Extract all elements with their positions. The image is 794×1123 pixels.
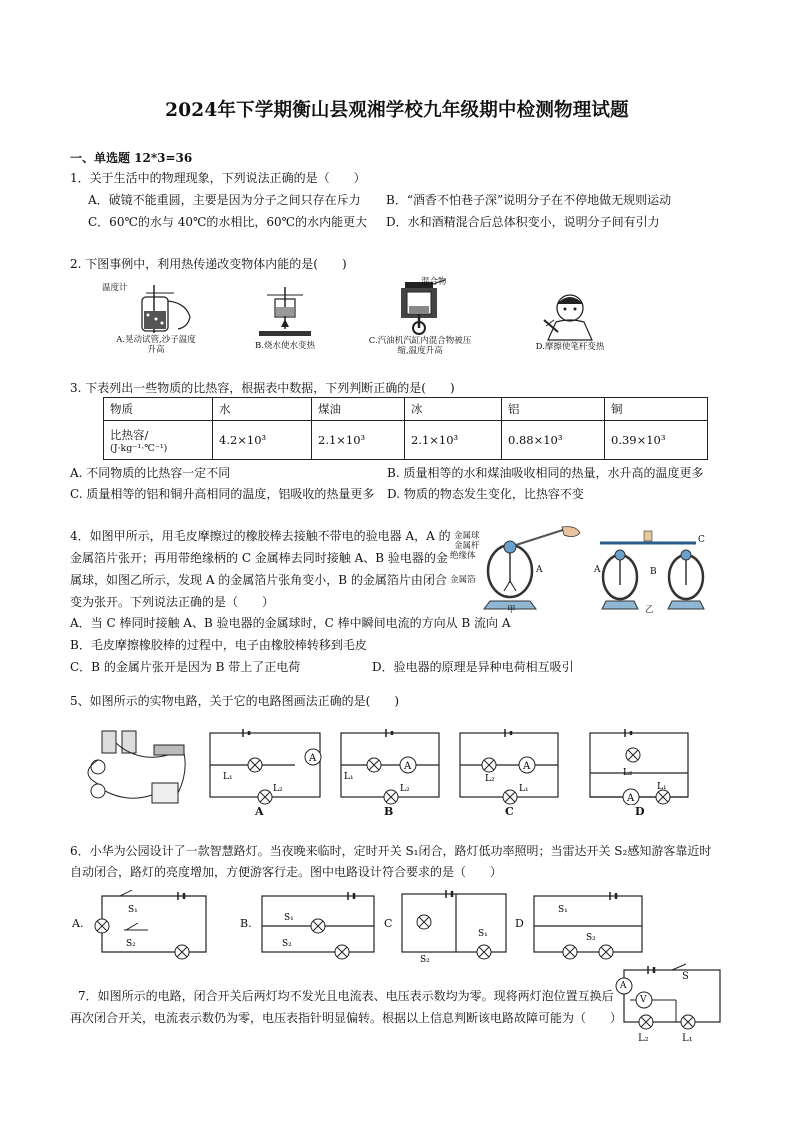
svg-text:L₁: L₁ — [344, 772, 354, 782]
label-c: C — [698, 535, 705, 545]
table-header: 煤油 — [312, 398, 405, 421]
label-a: A — [536, 565, 543, 575]
q2-mixture-label: 混合物 — [421, 277, 447, 287]
svg-text:A: A — [627, 793, 635, 804]
svg-text:L₂: L₂ — [485, 774, 495, 784]
specific-heat-table — [103, 397, 708, 460]
caption-yi: 乙 — [645, 605, 654, 615]
q7-label-l1: L₁ — [682, 1033, 693, 1044]
q3-option-d: D. 物质的物态发生变化，比热容不变 — [387, 487, 584, 501]
option-label-b: B — [384, 805, 394, 818]
svg-text:S₂: S₂ — [586, 933, 596, 943]
table-cell: 0.88×10³ — [502, 421, 605, 460]
table-header: 铝 — [502, 398, 605, 421]
circuit-diagram-d — [585, 725, 695, 805]
q7-label-s: S — [682, 971, 689, 982]
section-heading: 一、单选题 12*3=36 — [70, 151, 193, 165]
svg-text:L₂: L₂ — [623, 768, 633, 778]
svg-text:A: A — [523, 761, 531, 772]
q7-circuit — [614, 962, 724, 1048]
table-header: 铜 — [605, 398, 708, 421]
q2-figure-b — [245, 283, 325, 358]
q4-line-3: 属球，如图乙所示，发现 A 的金属箔片张角变小，B 的金属箔片由闭合 — [70, 573, 447, 587]
circuit-diagram-6d — [530, 890, 648, 960]
label-insulator: 绝缘体 — [450, 551, 476, 561]
svg-text:L₁: L₁ — [223, 772, 233, 782]
q3-option-b: B. 质量相等的水和煤油吸收相同的热量，水升高的温度更多 — [387, 466, 704, 480]
q6-option-c-circuit — [398, 886, 513, 964]
q3-option-a: A. 不同物质的比热容一定不同 — [70, 466, 231, 480]
q7-label-ammeter: A — [620, 981, 627, 991]
table-header: 物质 — [104, 398, 213, 421]
q1-option-a: A．破镜不能重圆，主要是因为分子之间只存在斥力 — [88, 193, 361, 207]
svg-text:S₁: S₁ — [284, 913, 294, 923]
table-row-label — [104, 421, 213, 460]
svg-text:S₁: S₁ — [558, 905, 568, 915]
q1-stem: 1．关于生活中的物理现象，下列说法正确的是（ ） — [70, 171, 366, 185]
q6-line-2: 自动闭合，路灯的亮度增加，方便游客行走。图中电路设计符合要求的是（ ） — [70, 865, 503, 879]
q1-option-d: D．水和酒精混合后总体积变小，说明分子间有引力 — [386, 215, 660, 229]
exam-title: 2024年下学期衡山县观湘学校九年级期中检测物理试题 — [165, 100, 629, 121]
option-label-c: C — [505, 805, 514, 818]
label-metal-foil: 金属箔 — [450, 575, 476, 585]
svg-text:L₂: L₂ — [400, 784, 410, 794]
q3-stem: 3. 下表列出一些物质的比热容，根据表中数据，下列判断正确的是( ) — [70, 381, 455, 395]
table-header: 水 — [213, 398, 312, 421]
label-metal-rod: 金属杆 — [454, 541, 480, 551]
table-cell: 4.2×10³ — [213, 421, 312, 460]
q1-option-c: C．60℃的水与 40℃的水相比，60℃的水内能更大 — [88, 215, 368, 229]
circuit-diagram-a — [205, 725, 330, 805]
q7-line-2: 再次闭合开关，电流表示数仍为零，电压表指针明显偏转。根据以上信息判断该电路故障可能为（ ） — [70, 1011, 623, 1025]
q2-caption-a: A.晃动试管,沙子温度升高 — [116, 335, 196, 355]
q6-option-label-b: B. — [240, 917, 252, 930]
q6-option-d-circuit — [530, 890, 648, 960]
svg-text:L₂: L₂ — [273, 784, 283, 794]
circuit-diagram-6a — [88, 890, 213, 960]
q4-line-2: 金属箔片张开；再用带绝缘柄的 C 金属棒去同时接触 A、B 验电器的金 — [70, 551, 448, 565]
q7-label-l2: L₂ — [638, 1033, 649, 1044]
svg-text:S₂: S₂ — [126, 939, 136, 949]
svg-text:L₁: L₁ — [657, 782, 667, 792]
q6-option-label-d: D — [515, 917, 524, 930]
row-label-line: 比热容/ — [110, 427, 149, 442]
option-label-a: A — [255, 805, 264, 818]
q4-option-d: D．验电器的原理是异种电荷相互吸引 — [372, 660, 574, 674]
q5-option-a-circuit — [205, 725, 330, 820]
q5-physical-circuit — [68, 723, 198, 813]
option-label-d: D — [635, 805, 645, 818]
heating-water-illustration — [245, 283, 325, 343]
circuit-diagram-7 — [614, 962, 724, 1048]
q6-line-1: 6．小华为公园设计了一款智慧路灯。当夜晚来临时，定时开关 S₁闭合，路灯低功率照明；当雷达开关 S₂感知游客靠近时 — [70, 844, 712, 858]
svg-text:S₁: S₁ — [128, 905, 138, 915]
q2-figure-c — [365, 278, 475, 360]
q4-line-4: 变为张开。下列说法正确的是（ ） — [70, 595, 275, 609]
q4-option-c: C．B 的金属片张开是因为 B 带上了正电荷 — [70, 660, 301, 674]
table-cell: 0.39×10³ — [605, 421, 708, 460]
circuit-diagram-c — [455, 725, 565, 805]
q4-line-1: 4．如图甲所示，用毛皮摩擦过的橡胶棒去接触不带电的验电器 A，A 的 — [70, 529, 451, 543]
table-cell: 2.1×10³ — [405, 421, 502, 460]
circuit-diagram-6c — [398, 886, 513, 964]
q2-caption-d: D.摩擦使笔杆变热 — [535, 342, 605, 352]
physical-circuit-drawing — [68, 723, 198, 813]
table-header: 冰 — [405, 398, 502, 421]
table-cell: 2.1×10³ — [312, 421, 405, 460]
svg-text:S₂: S₂ — [420, 955, 430, 964]
q3-option-c: C. 质量相等的铝和铜升高相同的温度，铝吸收的热量更多 — [70, 487, 375, 501]
engine-cylinder-illustration — [365, 278, 475, 336]
q2-figure-d — [510, 290, 630, 358]
q6-option-label-c: C — [384, 917, 393, 930]
q6-option-a-circuit — [88, 890, 213, 960]
q4-option-a: A．当 C 棒同时接触 A、B 验电器的金属球时，C 棒中瞬间电流的方向从 B 流向 A — [70, 616, 511, 630]
q7-line-1: 7．如图所示的电路，闭合开关后两灯均不发光且电流表、电压表示数均为零。现将两灯泡位置互换后 — [78, 989, 614, 1003]
row-label-unit: (J·kg⁻¹·℃⁻¹) — [110, 442, 168, 454]
q2-stem: 2. 下图事例中，利用热传递改变物体内能的是( ) — [70, 257, 347, 271]
q5-stem: 5、如图所示的实物电路，关于它的电路图画法正确的是( ) — [70, 694, 400, 708]
q2-caption-c: C.汽油机汽缸内混合物被压缩,温度升高 — [368, 336, 472, 356]
circuit-diagram-b — [336, 725, 446, 805]
svg-text:A: A — [404, 761, 412, 772]
q1-option-b: B．“酒香不怕巷子深”说明分子在不停地做无规则运动 — [386, 193, 672, 207]
label-a-yi: A — [594, 565, 601, 575]
label-b: B — [650, 567, 657, 577]
svg-text:L₁: L₁ — [519, 784, 529, 794]
caption-jia: 甲 — [507, 605, 516, 615]
circuit-diagram-6b — [258, 890, 383, 960]
q4-electroscope-figure — [450, 525, 740, 615]
q7-label-voltmeter: V — [640, 995, 647, 1005]
label-metal-ball: 金属球 — [454, 531, 480, 541]
svg-text:S₂: S₂ — [282, 939, 292, 949]
q5-option-c-circuit — [455, 725, 565, 820]
svg-text:A: A — [309, 753, 317, 764]
svg-text:S₁: S₁ — [478, 929, 488, 939]
q6-option-label-a: A. — [72, 917, 84, 930]
q6-option-b-circuit — [258, 890, 383, 960]
q2-caption-b: B.烧水使水变热 — [255, 341, 315, 351]
q4-option-b: B．毛皮摩擦橡胶棒的过程中，电子由橡胶棒转移到毛皮 — [70, 638, 367, 652]
q5-option-d-circuit — [585, 725, 695, 820]
q2-thermometer-label: 温度计 — [102, 283, 128, 293]
q5-option-b-circuit — [336, 725, 446, 820]
q2-figure-a — [102, 283, 212, 358]
rubbing-pen-illustration — [510, 290, 630, 342]
